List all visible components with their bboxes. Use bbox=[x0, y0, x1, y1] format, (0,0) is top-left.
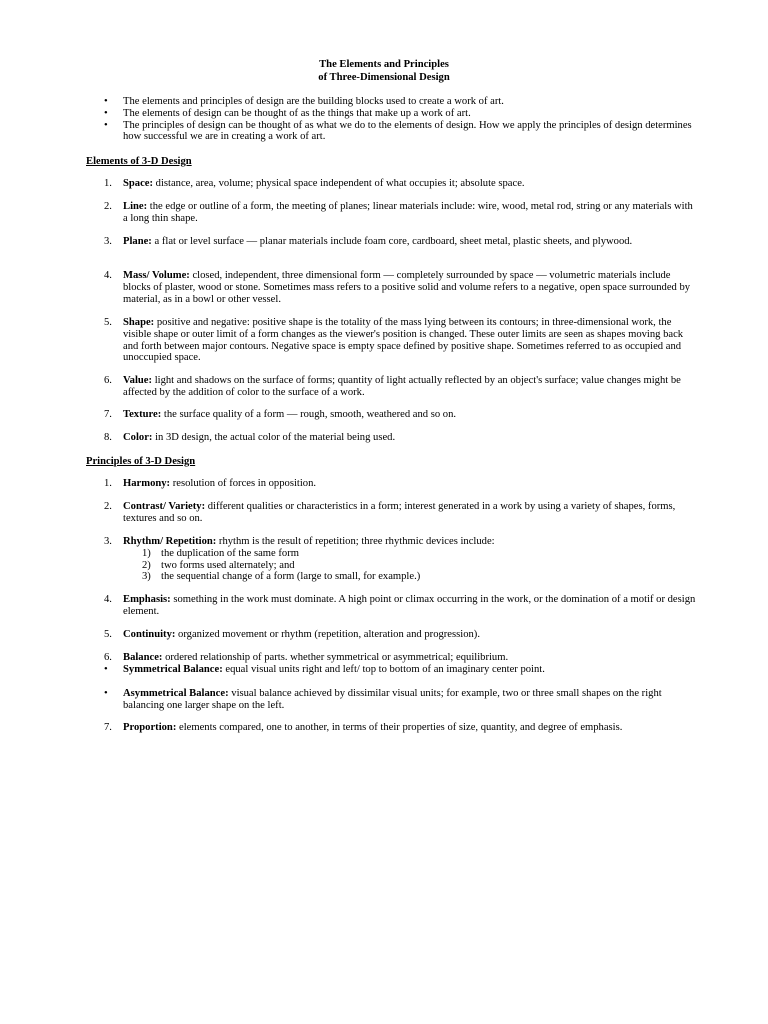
item-text: light and shadows on the surface of forms; quantity of light actually reflected by an object's surface; value changes might be affected by the addition of color to the surface of a work. bbox=[123, 375, 681, 398]
item-label: Continuity: bbox=[123, 629, 176, 640]
item-number: 5. bbox=[104, 317, 112, 328]
item-number: 8. bbox=[104, 432, 112, 443]
item-label: Contrast/ Variety: bbox=[123, 501, 206, 512]
elements-heading: Elements of 3-D Design bbox=[86, 156, 192, 167]
intro-bullet: • The principles of design can be thought of as what we do to the elements of design. How we apply the principles of design determines how successful we are in creating a work of art. bbox=[104, 120, 704, 144]
list-item bbox=[104, 375, 696, 399]
item-label: Emphasis: bbox=[123, 594, 171, 605]
item-text: closed, independent, three dimensional form — completely surrounded by space — volumetric materials include blocks of plaster, wood or stone. Sometimes mass refers to a positive solid and volume refers to a negative, open space surrounded by material, as in a bowl or other vessel. bbox=[123, 270, 691, 305]
item-label: Line: bbox=[123, 201, 148, 212]
item-label: Rhythm/ Repetition: bbox=[123, 536, 217, 547]
item-label: Harmony: bbox=[123, 478, 171, 489]
sub-item-text: two forms used alternately; and bbox=[161, 559, 295, 571]
intro-bullet: • The elements and principles of design are the building blocks used to create a work of art. bbox=[104, 96, 704, 108]
item-text: the surface quality of a form — rough, smooth, weathered and so on. bbox=[161, 409, 457, 420]
item-number: 4. bbox=[104, 270, 112, 281]
item-label: Value: bbox=[123, 375, 153, 386]
sub-item bbox=[142, 548, 696, 560]
document-title bbox=[0, 58, 768, 84]
list-item bbox=[104, 432, 696, 444]
title-line-1: The Elements and Principles bbox=[319, 59, 449, 70]
list-item bbox=[104, 594, 696, 618]
list-item bbox=[104, 501, 696, 525]
sub-item-text: the sequential change of a form (large to small, for example.) bbox=[161, 571, 421, 583]
item-text: organized movement or rhythm (repetition, alteration and progression). bbox=[175, 629, 480, 640]
item-number: 1. bbox=[104, 478, 112, 489]
item-text: rhythm is the result of repetition; three rhythmic devices include: bbox=[216, 536, 495, 547]
list-item bbox=[104, 688, 696, 712]
list-item bbox=[104, 409, 696, 421]
list-item bbox=[104, 478, 696, 490]
intro-list bbox=[104, 96, 704, 143]
item-label: Plane: bbox=[123, 236, 152, 247]
sub-list bbox=[142, 548, 696, 583]
list-item bbox=[104, 664, 696, 676]
item-label: Mass/ Volume: bbox=[123, 270, 190, 281]
item-number: 5. bbox=[104, 629, 112, 640]
item-number: 3. bbox=[104, 536, 112, 547]
bullet-mark: • bbox=[104, 688, 108, 699]
list-item bbox=[104, 629, 696, 641]
item-number: 4. bbox=[104, 594, 112, 605]
list-item bbox=[104, 536, 696, 583]
item-number: 3. bbox=[104, 236, 112, 247]
item-number: 1. bbox=[104, 178, 112, 189]
list-item bbox=[104, 236, 696, 248]
list-item bbox=[104, 270, 696, 305]
item-text: in 3D design, the actual color of the material being used. bbox=[152, 432, 396, 443]
item-label: Proportion: bbox=[123, 722, 177, 733]
list-item bbox=[104, 317, 696, 364]
item-text: resolution of forces in opposition. bbox=[170, 478, 317, 489]
item-number: 7. bbox=[104, 409, 112, 420]
item-label: Balance: bbox=[123, 652, 163, 663]
title-line-2: of Three-Dimensional Design bbox=[318, 72, 450, 83]
item-text: a flat or level surface — planar materials include foam core, cardboard, sheet metal, plastic sheets, and plywood. bbox=[151, 236, 633, 247]
item-label: Texture: bbox=[123, 409, 162, 420]
item-text: the edge or outline of a form, the meeting of planes; linear materials include: wire, wood, metal rod, string or any materials with a long thin shape. bbox=[123, 201, 693, 224]
item-number: 7. bbox=[104, 722, 112, 733]
bullet-mark: • bbox=[104, 664, 108, 675]
list-item bbox=[104, 201, 696, 225]
item-label: Shape: bbox=[123, 317, 155, 328]
item-text: elements compared, one to another, in terms of their properties of size, quantity, and degree of emphasis. bbox=[176, 722, 623, 733]
sub-item-text: the duplication of the same form bbox=[161, 547, 299, 559]
item-label: Color: bbox=[123, 432, 153, 443]
item-text: something in the work must dominate. A high point or climax occurring in the work, or the domination of a motif or design element. bbox=[123, 594, 696, 617]
list-item bbox=[104, 722, 696, 734]
list-item bbox=[104, 652, 696, 664]
sub-item-number: 2) bbox=[142, 559, 151, 571]
item-number: 2. bbox=[104, 201, 112, 212]
item-label: Symmetrical Balance: bbox=[123, 664, 223, 675]
item-label: Space: bbox=[123, 178, 154, 189]
item-label: Asymmetrical Balance: bbox=[123, 688, 229, 699]
item-number: 2. bbox=[104, 501, 112, 512]
item-text: different qualities or characteristics in a form; interest generated in a work by using a variety of shapes, forms, textures and so on. bbox=[123, 501, 676, 524]
item-text: distance, area, volume; physical space independent of what occupies it; absolute space. bbox=[153, 178, 525, 189]
item-number: 6. bbox=[104, 375, 112, 386]
item-text: visual balance achieved by dissimilar visual units; for example, two or three small shapes on the right balancing one larger shape on the left. bbox=[123, 688, 662, 711]
item-text: positive and negative: positive shape is the totality of the mass lying between its contours; in three-dimensional work, the visible shape or outer limit of a form changes as the viewer's position is changed. These outer limits are seen as shapes moving back and forth between major contours. Negative space is empty space defined by positive shape. Sometimes referred to as occupied and unoccupied space. bbox=[123, 317, 684, 364]
item-number: 6. bbox=[104, 652, 112, 663]
sub-item bbox=[142, 571, 696, 583]
principles-heading: Principles of 3-D Design bbox=[86, 456, 196, 467]
item-text: ordered relationship of parts. whether symmetrical or asymmetrical; equilibrium. bbox=[162, 652, 509, 663]
sub-item-number: 3) bbox=[142, 571, 151, 583]
item-text: equal visual units right and left/ top to bottom of an imaginary center point. bbox=[222, 664, 545, 675]
list-item bbox=[104, 178, 696, 190]
sub-item bbox=[142, 560, 696, 572]
sub-item-number: 1) bbox=[142, 547, 151, 559]
intro-bullet: • The elements of design can be thought of as the things that make up a work of art. bbox=[104, 108, 704, 120]
